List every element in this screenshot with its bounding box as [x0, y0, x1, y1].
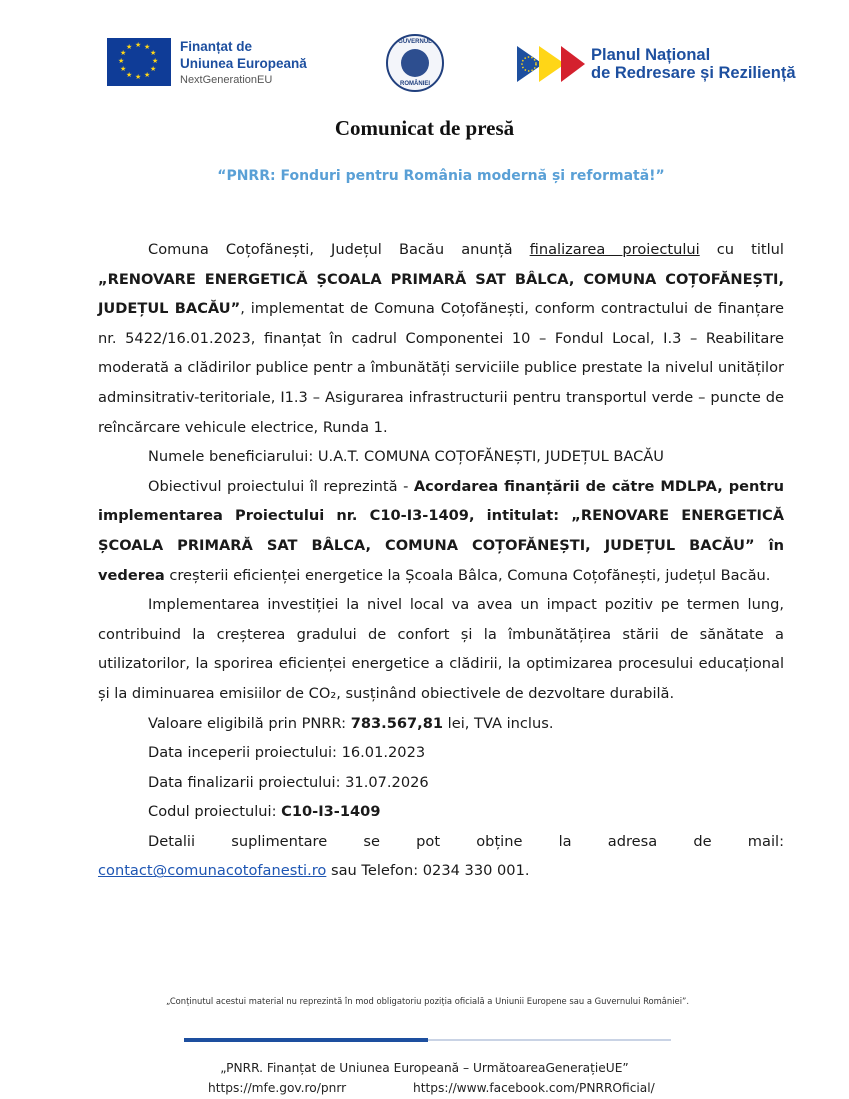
footer-link-mfe[interactable]: https://mfe.gov.ro/pnrr	[208, 1081, 347, 1095]
objective-intro: Obiectivul proiectului îl reprezintă -	[148, 477, 414, 495]
eu-funding-logo	[107, 38, 307, 88]
coat-of-arms-icon	[401, 49, 429, 77]
eligible-value-label: Valoare eligibilă prin PNRR:	[148, 714, 351, 732]
pnrr-logo-line2: de Redresare și Reziliență	[591, 64, 796, 82]
paragraph-objective	[98, 472, 784, 590]
project-code-label: Codul proiectului:	[148, 803, 282, 821]
project-completion-underlined: finalizarea proiectului	[529, 241, 700, 258]
page-title: Comunicat de presă	[334, 116, 515, 140]
objective-end: creșterii eficienței energetice la Școala Bâlca, Comuna Coțofănești, județul Bacău.	[164, 566, 771, 584]
project-code: C10-I3-1409	[281, 803, 381, 821]
paragraph-eligible-value	[98, 709, 784, 739]
footer-link-facebook[interactable]: https://www.facebook.com/PNRROficial/	[413, 1081, 655, 1095]
footer-tagline: „PNRR. Finanțat de Uniunea Europeană – UrmătoareaGenerațieUE”	[220, 1061, 629, 1075]
objective-bold: Acordarea finanțării de către MDLPA, pentru implementarea Proiectului nr. C10-I3-1409, intitulat: „RENOVARE ENERGETICĂ ȘCOALA PRIMARĂ SAT BÂLCA, COMUNA COȚOFĂNEȘTI, JUDEȚUL BACĂU” în vederea	[98, 477, 784, 584]
paragraph-impact: Implementarea investiției la nivel local va avea un impact pozitiv pe termen lung, contribuind la creșterea gradului de confort și la îmbunătățirea stării de sănătate a utilizatorilor, la sporirea eficienței energetice a clădirii, la optimizarea procesului educațional și la diminuarea emisiilor de CO₂, susținând obiectivele de dezvoltare durabilă.	[98, 596, 784, 702]
paragraph-start-date: Data inceperii proiectului: 16.01.2023	[148, 744, 426, 762]
announcement-text: Comuna Coțofănești, Județul Bacău anunță	[148, 241, 530, 258]
paragraph-details: Detalii suplimentare se pot obține la adresa de mail:	[148, 832, 784, 850]
pnrr-logo-line1: Planul Național	[591, 46, 711, 64]
paragraph-end-date: Data finalizarii proiectului: 31.07.2026	[148, 773, 429, 791]
email-link[interactable]: contact@comunacotofanesti.ro	[98, 862, 327, 880]
page-subtitle: “PNRR: Fonduri pentru România modernă și reformată!”	[217, 168, 665, 184]
press-release-body	[98, 235, 784, 886]
paragraph-project-announcement	[98, 235, 784, 442]
announcement-text-title-intro: cu titlul	[699, 241, 784, 258]
paragraph-project-code	[98, 797, 784, 827]
eu-logo-line2: Uniunea Europeană	[180, 56, 307, 71]
pnrr-arrows-icon	[517, 44, 585, 84]
eligible-value-suffix: lei, TVA inclus.	[443, 714, 554, 732]
footer-divider	[184, 1038, 671, 1042]
paragraph-beneficiary: Numele beneficiarului: U.A.T. COMUNA COȚOFĂNEȘTI, JUDEȚUL BACĂU	[148, 448, 664, 466]
seal-bottom-text: ROMÂNIEI	[400, 81, 430, 87]
paragraph-contact	[98, 856, 784, 886]
project-title: „RENOVARE ENERGETICĂ ȘCOALA PRIMARĂ SAT BÂLCA, COMUNA COȚOFĂNEȘTI, JUDEȚUL BACĂU”	[98, 270, 784, 318]
government-seal-logo	[386, 34, 444, 92]
eligible-value: 783.567,81	[350, 714, 444, 732]
eu-logo-line3: NextGenerationEU	[180, 74, 273, 86]
phone-text: sau Telefon: 0234 330 001.	[326, 862, 530, 880]
pnrr-logo	[517, 44, 796, 84]
eu-flag-icon: ★ ★ ★ ★ ★ ★ ★ ★ ★ ★ ★ ★	[107, 38, 171, 86]
disclaimer: „Conținutul acestui material nu reprezintă în mod obligatoriu poziția oficială a Uniunii Europene sau a Guvernului României”.	[165, 996, 690, 1006]
seal-top-text: GUVERNUL	[398, 39, 432, 45]
eu-logo-line1: Finanțat de	[180, 39, 253, 54]
announcement-details: , implementat de Comuna Coțofănești, conform contractului de finanțare nr. 5422/16.01.2023, finanțat în cadrul Componentei 10 – Fondul Local, I.3 – Reabilitare moderată a clădirilor publice pentr a îmbunătăți serviciile publice prestate la nivelul unităților adminsitrativ-teritoriale, I1.3 – Asigurarea infrastructurii pentru transportul verde – puncte de reîncărcare vehicule electrice, Runda 1.	[98, 300, 784, 436]
